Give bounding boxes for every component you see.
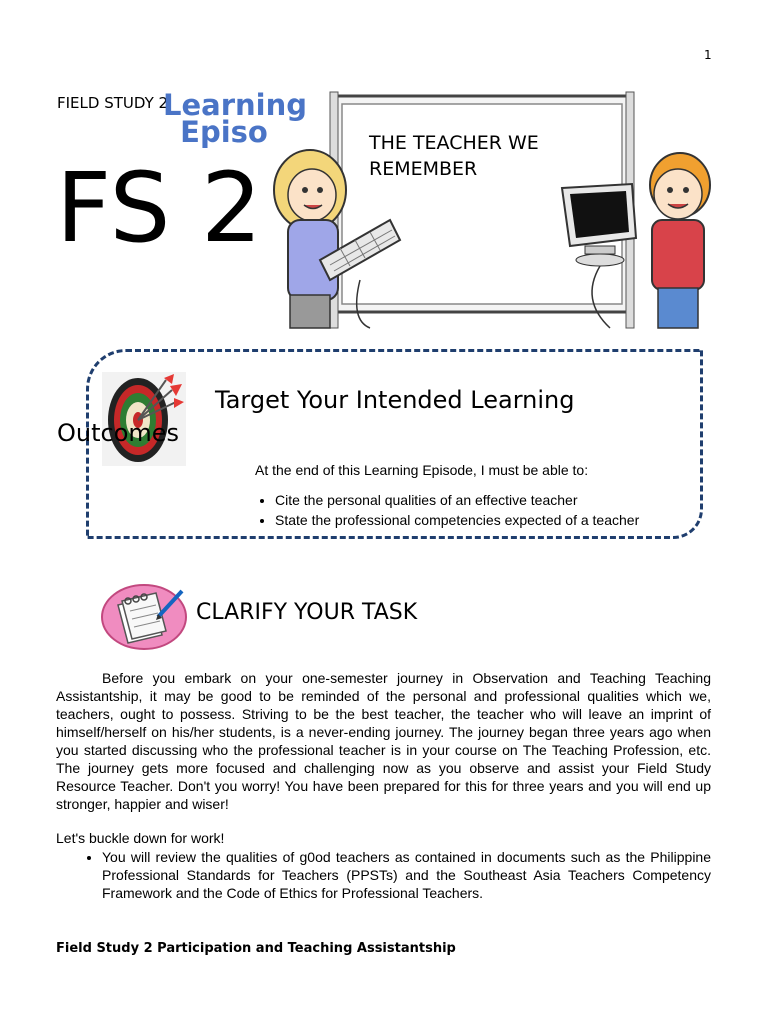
teacher-illustration [280, 90, 740, 328]
buckle-line: Let's buckle down for work! [56, 830, 225, 846]
list-item: • State the professional competencies expected of a teacher [275, 510, 639, 530]
intro-paragraph [56, 669, 711, 813]
paragraph-text: Before you embark on your one-semester journey in Observation and Teaching Teaching Assistantship, it may be good to be reminded of the personal and professional qualities which we, teachers, ought to possess. Striving to be the best teacher, the teacher who will leave an imprint of himself/herself on his/her students, is a never-ending journey. The journey began three years ago when you started discussing who the professional teacher is in your course on The Teaching Profession, etc. The journey gets more focused and challenging now as you observe and assist your Field Study Resource Teacher. Don't you worry! You have been prepared for this for three years and you will end up stronger, happier and wiser! [56, 670, 711, 812]
course-code: FS 2 [56, 152, 263, 264]
episode-label: Learning Episo [163, 88, 308, 149]
target-title: Target Your Intended Learning [215, 386, 575, 414]
list-item: • Cite the personal qualities of an effective teacher [275, 490, 639, 510]
notepad-icon [100, 583, 188, 651]
task-list [56, 848, 711, 902]
course-label: FIELD STUDY 2 [57, 94, 169, 112]
clarify-title: CLARIFY YOUR TASK [196, 600, 418, 625]
list-item: • You will review the qualities of g0od teachers as contained in documents such as the Philippine Professional Standards for Teachers (PPSTs) and the Southeast Asia Teachers Competency Framework and the Code of Ethics for Professional Teachers. [102, 848, 711, 902]
outcomes-list [255, 490, 639, 530]
target-title-continued: Outcomes [57, 419, 180, 447]
page-footer: Field Study 2 Participation and Teaching Assistantship [56, 941, 456, 956]
target-intro: At the end of this Learning Episode, I must be able to: [255, 462, 589, 478]
page-number: 1 [704, 48, 712, 62]
banner-title: THE TEACHER WE REMEMBER [369, 132, 539, 180]
